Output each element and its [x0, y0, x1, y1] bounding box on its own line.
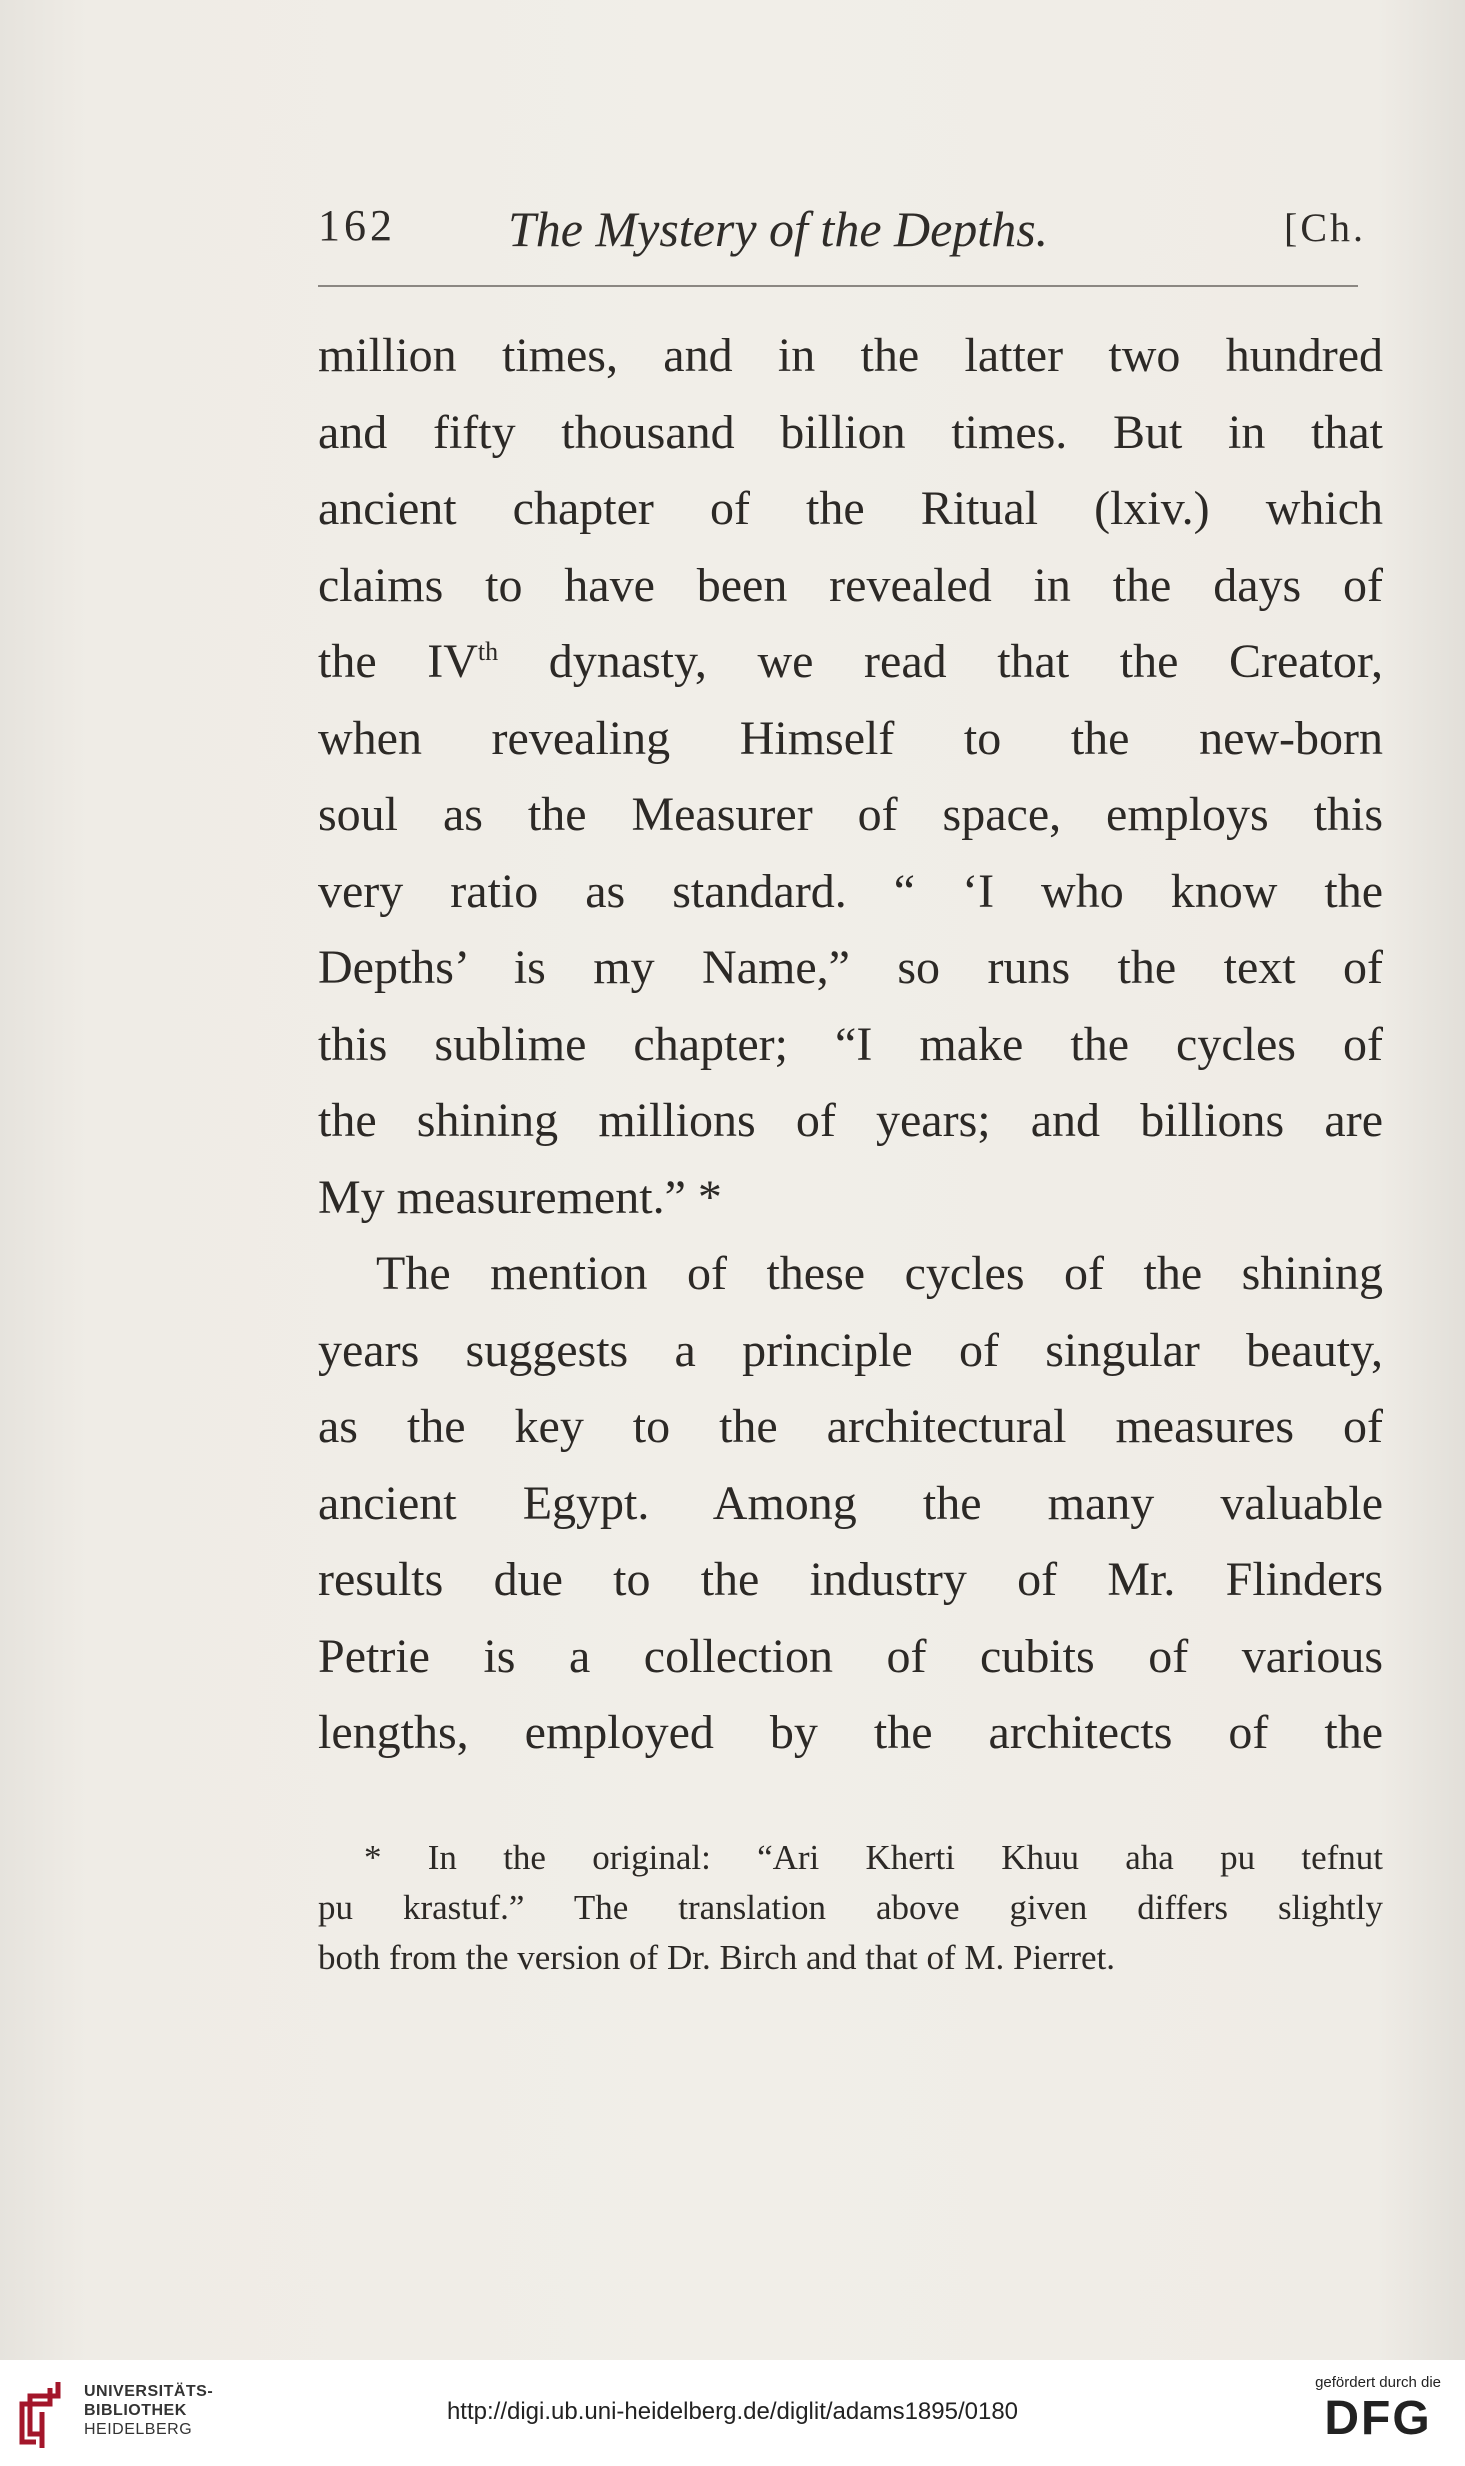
page-number: 162 [318, 201, 396, 250]
digitization-footer [0, 2360, 1465, 2466]
text-segment: dynasty, we read that the Creator, [498, 635, 1383, 688]
text-line: years suggests a principle of singular beauty, [318, 1323, 1383, 1377]
running-title: The Mystery of the Depths. [508, 201, 1049, 257]
text-segment: the IV [318, 635, 478, 688]
footnote-line: pu krastuf.” The translation above given differs slightly [318, 1888, 1383, 1927]
paragraph-first-line: The mention of these cycles of the shining [376, 1247, 1383, 1300]
text-line: when revealing Himself to the new-born [318, 711, 1383, 765]
footnote [318, 1833, 1383, 1983]
library-name-line: HEIDELBERG [84, 2421, 193, 2438]
text-line: this sublime chapter; “I make the cycles of [318, 1017, 1383, 1071]
footnote-line: * In the original: “Ari Kherti Khuu aha pu tefnut [364, 1838, 1383, 1877]
text-line: claims to have been revealed in the days of [318, 558, 1383, 612]
text-line: Petrie is a collection of cubits of various [318, 1629, 1383, 1683]
funding-credit [1315, 2374, 1441, 2447]
text-line: and fifty thousand billion times. But in that [318, 405, 1383, 459]
text-line: My measurement.” * [318, 1170, 722, 1224]
running-head [318, 200, 1366, 270]
text-line: ancient chapter of the Ritual (lxiv.) which [318, 482, 1383, 535]
footnote-line: both from the version of Dr. Birch and that of M. Pierret. [318, 1938, 1116, 1977]
chapter-mark: [Ch. [1284, 205, 1366, 250]
funding-note: gefördert durch die [1315, 2374, 1441, 2391]
text-line: Depths’ is my Name,” so runs the text of [318, 941, 1383, 994]
text-line: million times, and in the latter two hundred [318, 329, 1383, 382]
permalink[interactable]: http://digi.ub.uni-heidelberg.de/diglit/adams1895/0180 [446, 2398, 1019, 2425]
text-line: very ratio as standard. “ ‘I who know the [318, 864, 1383, 918]
body-text [318, 318, 1383, 1772]
superscript: th [477, 637, 499, 666]
library-name-line: BIBLIOTHEK [84, 2402, 187, 2419]
text-line: results due to the industry of Mr. Flinders [318, 1553, 1383, 1606]
text-line: as the key to the architectural measures of [318, 1400, 1383, 1453]
text-line: soul as the Measurer of space, employs this [318, 788, 1383, 841]
text-line: lengths, employed by the architects of the [318, 1706, 1383, 1759]
library-name-line: UNIVERSITÄTS- [84, 2383, 214, 2400]
text-line: ancient Egypt. Among the many valuable [318, 1476, 1383, 1530]
dfg-logo: DFG [1324, 2392, 1432, 2445]
header-rule [318, 285, 1358, 287]
text-line [318, 624, 1383, 701]
text-line: the shining millions of years; and billions are [318, 1094, 1383, 1147]
